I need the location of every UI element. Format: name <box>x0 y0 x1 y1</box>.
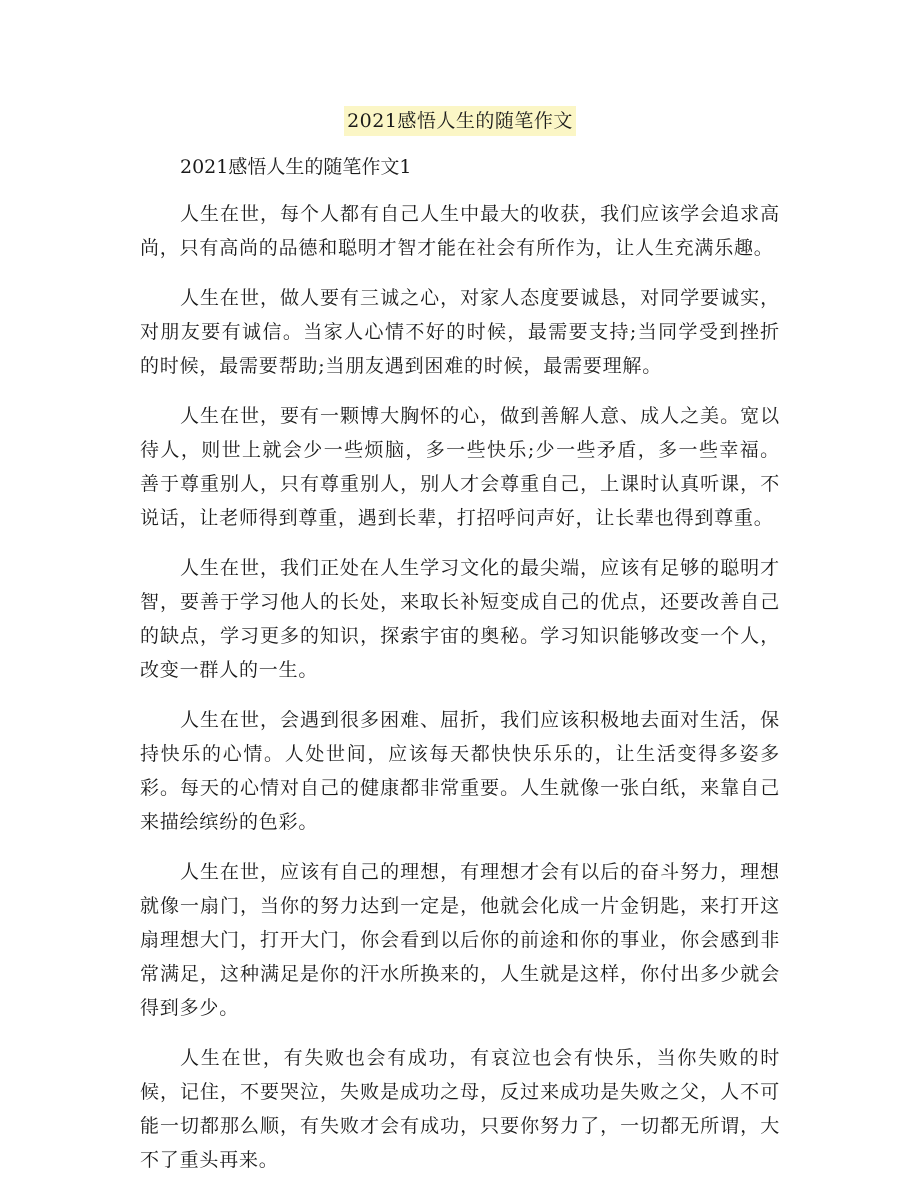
document-subtitle: 2021感悟人生的随笔作文1 <box>180 156 412 178</box>
paragraph-3: 人生在世，要有一颗博大胸怀的心，做到善解人意、成人之美。宽以待人，则世上就会少一些烦脑，多一些快乐;少一些矛盾，多一些幸福。善于尊重别人，只有尊重别人，别人才会尊重自己，上课时认真听课，不说话，让老师得到尊重，遇到长辈，打招呼问声好，让长辈也得到尊重。 <box>140 405 780 529</box>
paragraph-6: 人生在世，应该有自己的理想，有理想才会有以后的奋斗努力，理想就像一扇门，当你的努力达到一定是，他就会化成一片金钥匙，来打开这扇理想大门，打开大门，你会看到以后你的前途和你的事业，你会感到非常满足，这种满足是你的汗水所换来的，人生就是这样，你付出多少就会得到多少。 <box>140 861 780 1019</box>
paragraph-2: 人生在世，做人要有三诚之心，对家人态度要诚恳，对同学要诚实，对朋友要有诚信。当家人心情不好的时候，最需要支持;当同学受到挫折的时候，最需要帮助;当朋友遇到困难的时候，最需要理解。 <box>140 287 780 377</box>
paragraph-1: 人生在世，每个人都有自己人生中最大的收获，我们应该学会追求高尚，只有高尚的品德和聪明才智才能在社会有所作为，让人生充满乐趣。 <box>140 203 780 259</box>
document-title: 2021感悟人生的随笔作文 <box>344 106 576 136</box>
document-body <box>140 150 780 1193</box>
paragraph-5: 人生在世，会遇到很多困难、屈折，我们应该积极地去面对生活，保持快乐的心情。人处世间，应该每天都快快乐乐的，让生活变得多姿多彩。每天的心情对自己的健康都非常重要。人生就像一张白纸，来靠自己来描绘缤纷的色彩。 <box>140 709 780 833</box>
title-container <box>0 106 920 136</box>
paragraph-7: 人生在世，有失败也会有成功，有哀泣也会有快乐，当你失败的时候，记住，不要哭泣，失败是成功之母，反过来成功是失败之父，人不可能一切都那么顺，有失败才会有成功，只要你努力了，一切都无所谓，大不了重头再来。 <box>140 1047 780 1171</box>
paragraph-4: 人生在世，我们正处在人生学习文化的最尖端，应该有足够的聪明才智，要善于学习他人的长处，来取长补短变成自己的优点，还要改善自己的缺点，学习更多的知识，探索宇宙的奥秘。学习知识能够改变一个人，改变一群人的一生。 <box>140 557 780 681</box>
